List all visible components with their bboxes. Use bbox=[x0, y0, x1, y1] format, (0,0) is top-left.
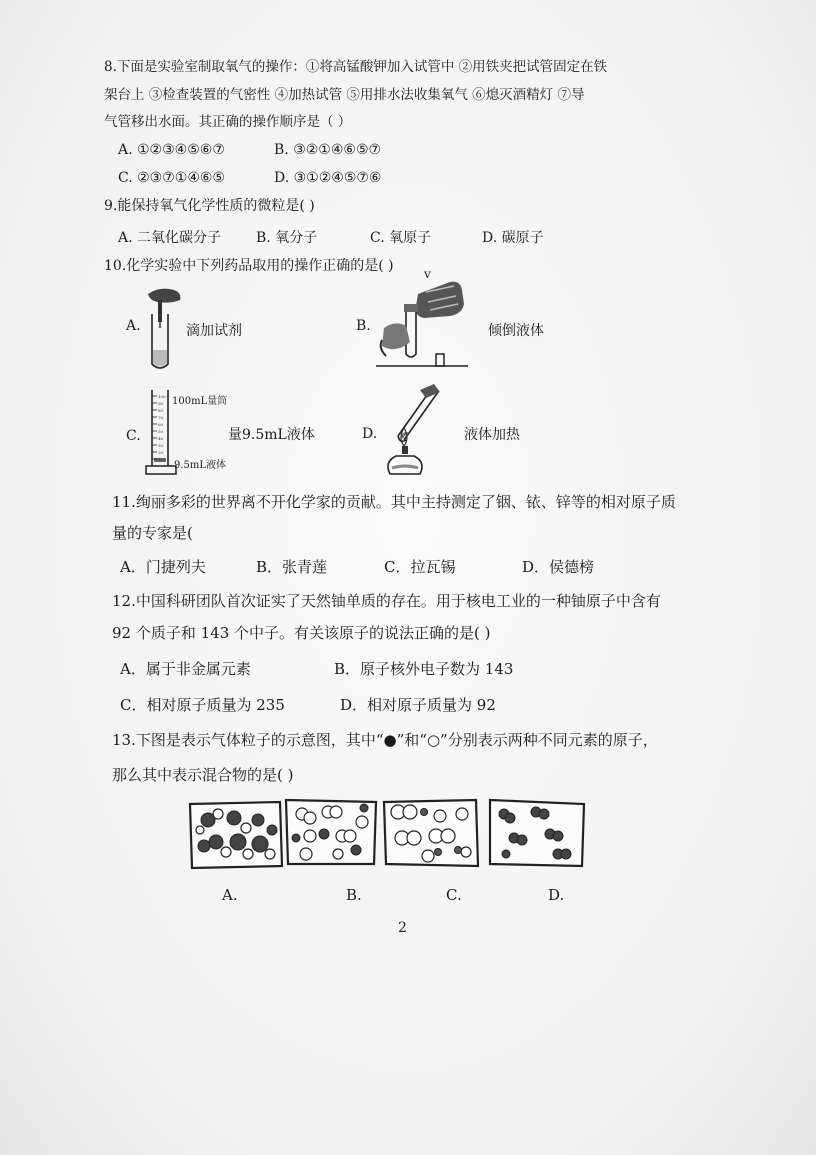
q10-c-text: 量9.5mL液体 bbox=[228, 427, 315, 443]
dropper-test-tube-figure bbox=[140, 284, 190, 374]
q8-stem-line3: 气管移出水面。其正确的操作顺序是（ ） bbox=[104, 114, 352, 130]
q10-c-cylinder-bottom-label: 9.5mL液体 bbox=[174, 460, 227, 471]
q10-d-letter: D. bbox=[362, 426, 378, 442]
cylinder-tick-label: 40 bbox=[158, 436, 164, 441]
particle-box-c bbox=[382, 798, 482, 870]
particle-box-a bbox=[188, 800, 284, 870]
q12-stem-line1: 12.中国科研团队首次证实了天然铀单质的存在。用于核电工业的一种铀原子中含有 bbox=[112, 592, 661, 610]
liquid-heating-figure bbox=[380, 384, 460, 478]
q8-option-c: C. ②③⑦①④⑥⑤ bbox=[118, 170, 225, 186]
q10-a-letter: A. bbox=[126, 318, 141, 334]
cylinder-tick-label: 60 bbox=[158, 422, 164, 427]
q12-option-c: C．相对原子质量为 235 bbox=[120, 696, 285, 714]
cylinder-tick-label: 10 bbox=[158, 457, 164, 462]
q13-option-a-label: A. bbox=[222, 886, 238, 904]
q9-option-c: C. 氧原子 bbox=[370, 230, 432, 246]
q13-option-c-label: C. bbox=[446, 886, 462, 904]
svg-text:v: v bbox=[424, 267, 431, 281]
q12-option-b: B．原子核外电子数为 143 bbox=[334, 660, 514, 678]
q8-option-a: A. ①②③④⑤⑥⑦ bbox=[118, 142, 225, 158]
q9-option-b: B. 氧分子 bbox=[256, 230, 318, 246]
q11-option-c: C．拉瓦锡 bbox=[384, 558, 456, 576]
q11-option-b: B．张青莲 bbox=[256, 558, 328, 576]
q10-c-letter: C. bbox=[126, 428, 141, 444]
cylinder-tick-label: 90 bbox=[158, 401, 164, 406]
cylinder-tick-label: 80 bbox=[158, 408, 164, 413]
q11-option-d: D．侯德榜 bbox=[522, 558, 595, 576]
page-number: 2 bbox=[398, 920, 407, 936]
q11-stem-line1: 11.绚丽多彩的世界离不开化学家的贡献。其中主持测定了铟、铱、锌等的相对原子质 bbox=[112, 493, 676, 511]
q8-option-d: D. ③①②④⑤⑦⑥ bbox=[274, 170, 382, 186]
q10-d-text: 液体加热 bbox=[464, 427, 520, 443]
q13-option-b-label: B. bbox=[346, 886, 362, 904]
cylinder-tick-label: 100 bbox=[158, 394, 166, 399]
cylinder-tick-label: 30 bbox=[158, 443, 164, 448]
q12-option-d: D．相对原子质量为 92 bbox=[340, 696, 496, 714]
q11-option-a: A．门捷列夫 bbox=[120, 558, 206, 576]
cylinder-tick-label: 50 bbox=[158, 429, 164, 434]
q8-stem-line2: 架台上 ③检查装置的气密性 ④加热试管 ⑤用排水法收集氧气 ⑥熄灭酒精灯 ⑦导 bbox=[104, 87, 585, 103]
q10-stem: 10.化学实验中下列药品取用的操作正确的是( ) bbox=[104, 258, 394, 274]
particle-box-d bbox=[488, 798, 588, 870]
q10-a-text: 滴加试剂 bbox=[186, 323, 242, 339]
q10-c-cylinder-top-label: 100mL量筒 bbox=[172, 396, 228, 407]
cylinder-tick-label: 70 bbox=[158, 415, 164, 420]
particle-box-b bbox=[284, 798, 380, 868]
q11-stem-line2: 量的专家是( bbox=[112, 524, 193, 542]
q13-stem-line2: 那么其中表示混合物的是( ) bbox=[112, 766, 294, 784]
q13-stem-line1: 13.下图是表示气体粒子的示意图，其中“●”和“○”分别表示两种不同元素的原子， bbox=[112, 731, 658, 749]
cylinder-tick-label: 20 bbox=[158, 450, 164, 455]
q13-option-d-label: D. bbox=[548, 886, 565, 904]
q12-stem-line2: 92 个质子和 143 个中子。有关该原子的说法正确的是( ) bbox=[112, 624, 491, 642]
q9-stem: 9.能保持氧气化学性质的微粒是( ) bbox=[104, 198, 315, 214]
q9-option-a: A. 二氧化碳分子 bbox=[118, 230, 222, 246]
q8-option-b: B. ③②①④⑥⑤⑦ bbox=[274, 142, 382, 158]
q10-b-text: 倾倒液体 bbox=[488, 323, 544, 339]
q9-option-d: D. 碳原子 bbox=[482, 230, 544, 246]
q10-b-letter: B. bbox=[356, 318, 371, 334]
pouring-liquid-figure bbox=[376, 268, 476, 374]
q8-stem-line1: 8.下面是实验室制取氧气的操作：①将高锰酸钾加入试管中 ②用铁夹把试管固定在铁 bbox=[104, 59, 608, 75]
q12-option-a: A．属于非金属元素 bbox=[120, 660, 251, 678]
